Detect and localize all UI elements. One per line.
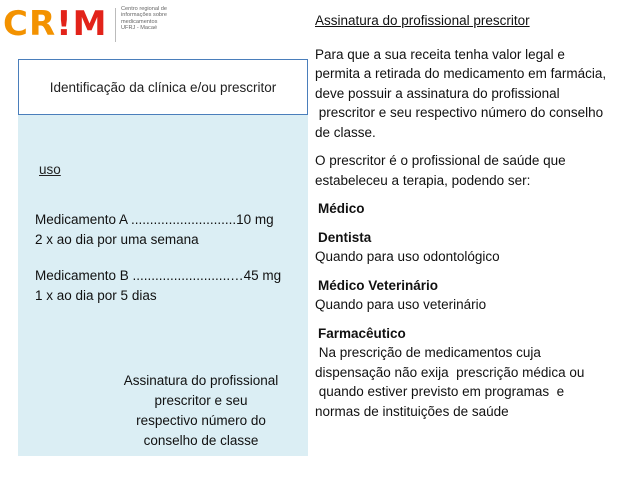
paragraph-line: prescritor e seu respectivo número do conselho xyxy=(315,105,604,120)
role-farmaceutico-desc: quando estiver previsto em programas e xyxy=(315,384,565,399)
role-farmaceutico-desc: Na prescrição de medicamentos cuja xyxy=(315,345,541,360)
medication-a-dose: Medicamento A ............................10 mg xyxy=(35,212,274,227)
signature-line: respectivo número do xyxy=(136,413,266,428)
paragraph-line: Para que a sua receita tenha valor legal e xyxy=(315,46,565,62)
medication-a xyxy=(35,210,274,250)
role-medico: Médico xyxy=(318,201,365,216)
medication-b-posology: 1 x ao dia por 5 dias xyxy=(35,288,157,303)
crim-logo xyxy=(3,4,203,44)
signature-line: Assinatura do profissional xyxy=(123,373,279,388)
legal-validity-paragraph xyxy=(315,45,635,143)
logo-subtitle-line: UFRJ - Macaé xyxy=(121,25,158,32)
logo-wordmark xyxy=(3,4,108,44)
prescriber-definition-paragraph xyxy=(315,151,635,190)
paragraph-line: de classe. xyxy=(315,124,376,140)
paragraph-line: deve possuir a assinatura do profissional xyxy=(315,85,560,101)
prescriber-signature-block xyxy=(108,371,294,451)
logo-subtitle xyxy=(121,6,201,32)
paragraph-line: estabeleceu a terapia, podendo ser: xyxy=(315,172,531,188)
medication-b-dose: Medicamento B ..........................…45 mg xyxy=(35,268,282,283)
logo-m: M xyxy=(72,4,108,44)
role-farmaceutico-desc: normas de instituições de saúde xyxy=(315,403,509,419)
paragraph-line: O prescritor é o profissional de saúde que xyxy=(315,153,566,168)
role-medico-veterinario: Médico Veterinário xyxy=(318,277,439,293)
signature-line: prescritor e seu xyxy=(154,393,248,408)
logo-subtitle-line: Centro regional de xyxy=(121,6,168,12)
role-veterinario-desc: Quando para uso veterinário xyxy=(315,297,487,312)
paragraph-line: permita a retirada do medicamento em farmácia, xyxy=(315,66,607,81)
section-title: Assinatura do profissional prescritor xyxy=(315,13,530,28)
clinic-identification-label: Identificação da clínica e/ou prescritor xyxy=(49,79,277,95)
logo-cr: CR xyxy=(3,4,57,44)
logo-exclamation: ! xyxy=(56,4,73,44)
medication-b xyxy=(35,266,281,306)
signature-line: conselho de classe xyxy=(143,433,259,448)
role-farmaceutico-desc: dispensação não exija prescrição médica ou xyxy=(315,364,585,380)
role-farmaceutico: Farmacêutico xyxy=(318,325,406,341)
logo-subtitle-line: informações sobre xyxy=(121,12,168,19)
role-dentista-desc: Quando para uso odontológico xyxy=(315,249,500,264)
role-dentista: Dentista xyxy=(318,229,372,245)
explanation-text xyxy=(315,11,635,421)
logo-subtitle-line: medicamentos xyxy=(121,18,158,25)
uso-label: uso xyxy=(39,162,61,177)
logo-divider xyxy=(115,8,116,42)
medication-a-posology: 2 x ao dia por uma semana xyxy=(35,232,199,247)
clinic-identification-box xyxy=(18,59,308,115)
